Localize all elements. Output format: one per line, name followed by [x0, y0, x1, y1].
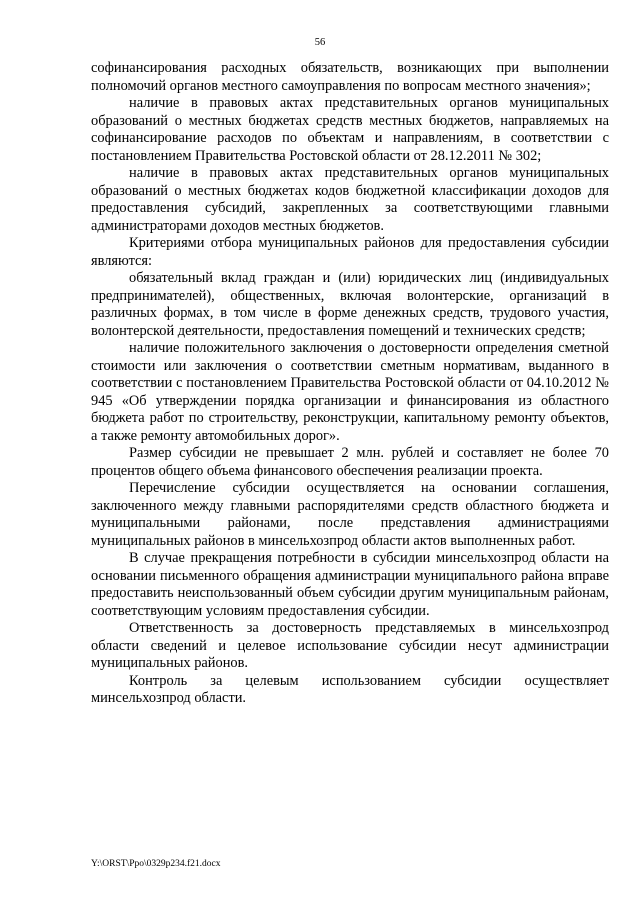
file-path-footer: Y:\ORST\Ppo\0329p234.f21.docx: [91, 859, 221, 869]
paragraph: обязательный вклад граждан и (или) юридических лиц (индивидуальных предпринимателей), общественных, включая волонтерские, организаций в различных формах, в том числе в форме денежных средств, трудового участия, волонтерской деятельности, предоставления помещений и технических средств;: [91, 270, 609, 339]
paragraph: наличие положительного заключения о достоверности определения сметной стоимости или заключения о соответствии сметным нормативам, выданного в соответствии с постановлением Правительства Ростовской области от 04.10.2012 № 945 «Об утверждении порядка организации и финансирования из областного бюджета работ по строительству, реконструкции, капитальному ремонту объектов, а также ремонту автомобильных дорог».: [91, 340, 609, 444]
paragraph: В случае прекращения потребности в субсидии минсельхозпрод области на основании письменного обращения администрации муниципального района вправе предоставить неиспользованный объем субсидии другим муниципальным районам, соответствующим условиям предоставления субсидии.: [91, 550, 609, 619]
paragraph: софинансирования расходных обязательств, возникающих при выполнении полномочий органов местного самоуправления по вопросам местного значения»;: [91, 60, 609, 94]
paragraph: Ответственность за достоверность представляемых в минсельхозпрод области сведений и целевое использование субсидии несут администрации муниципальных районов.: [91, 620, 609, 671]
document-body: [91, 60, 609, 708]
paragraph: Перечисление субсидии осуществляется на основании соглашения, заключенного между главными распорядителями средств областного бюджета и муниципальными районами, после представления администрациями муниципальных районов в минсельхозпрод области актов выполненных работ.: [91, 480, 609, 549]
paragraph: Размер субсидии не превышает 2 млн. рублей и составляет не более 70 процентов общего объема финансового обеспечения реализации проекта.: [91, 445, 609, 479]
paragraph: Контроль за целевым использованием субсидии осуществляет минсельхозпрод области.: [91, 672, 609, 706]
paragraph: наличие в правовых актах представительных органов муниципальных образований о местных бюджетах средств местных бюджетов, направляемых на софинансирование расходов по объектам и направлениям, в соответствии с постановлением Правительства Ростовской области от 28.12.2011 № 302;: [91, 95, 609, 164]
paragraph: Критериями отбора муниципальных районов для предоставления субсидии являются:: [91, 235, 609, 269]
page-number: 56: [314, 37, 326, 48]
paragraph: наличие в правовых актах представительных органов муниципальных образований о местных бюджетах кодов бюджетной классификации доходов для предоставления субсидий, закрепленных за соответствующими главными администраторами доходов местных бюджетов.: [91, 165, 609, 234]
